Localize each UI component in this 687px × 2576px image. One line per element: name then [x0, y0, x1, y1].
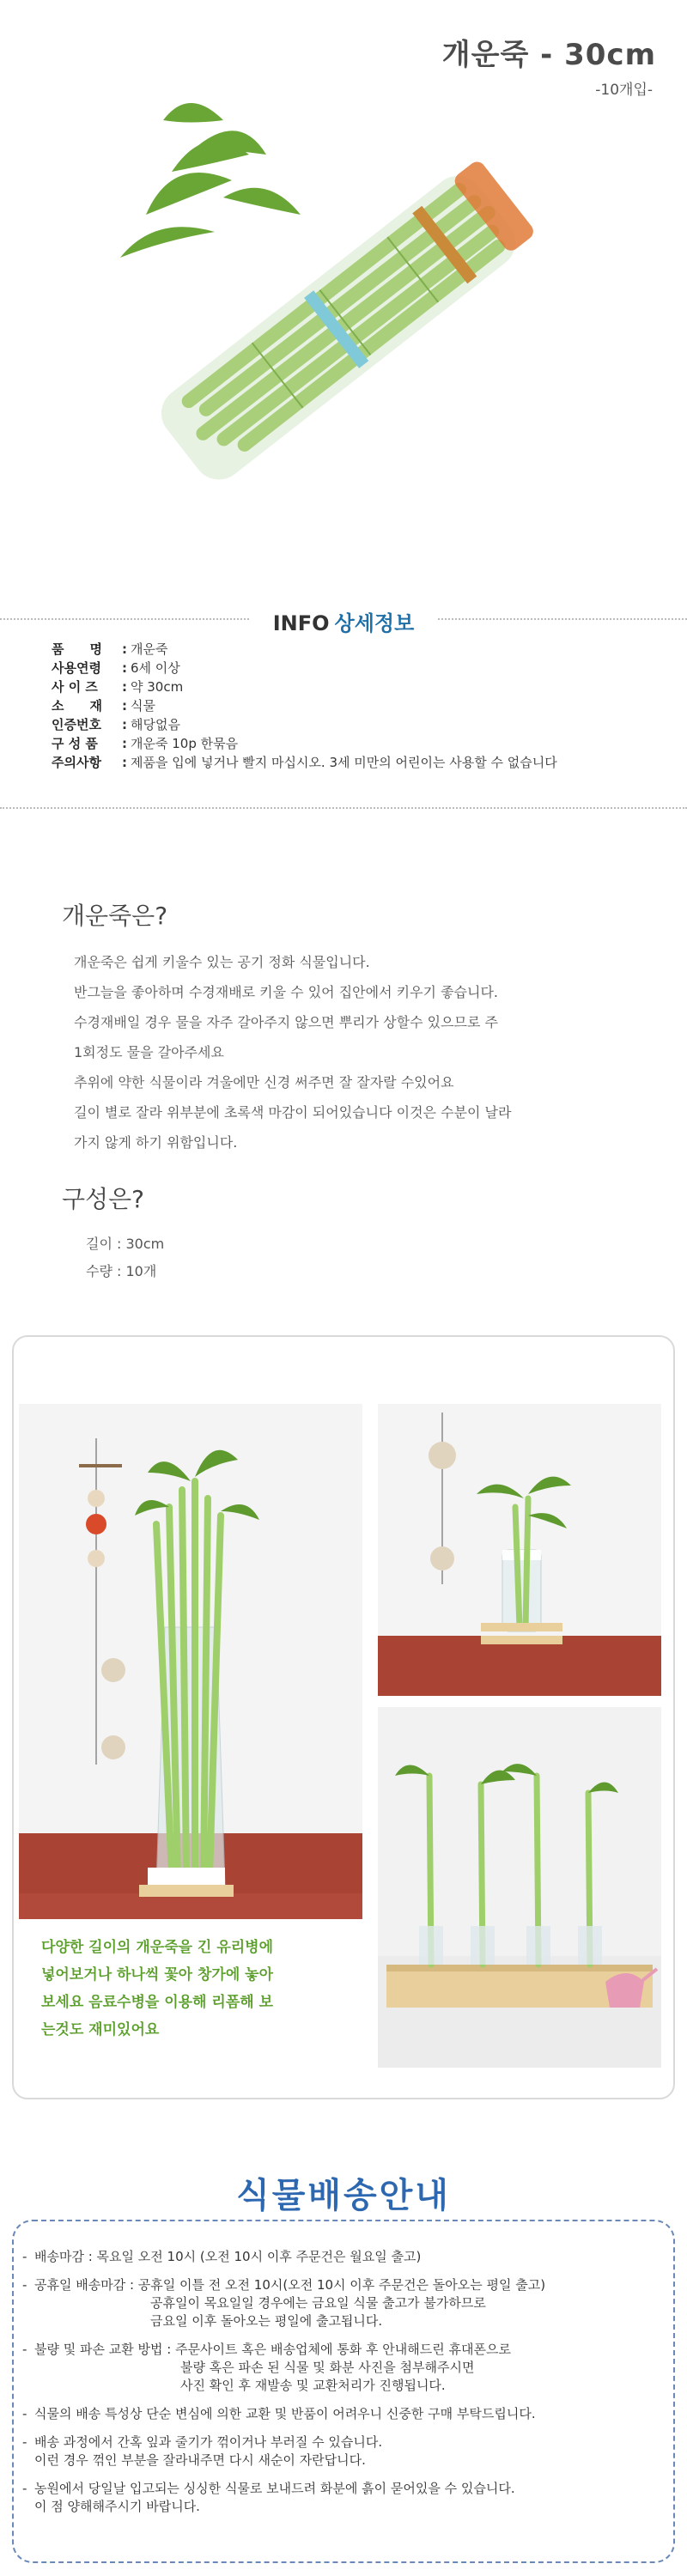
shipping-title: 식물배송안내	[236, 2176, 451, 2215]
info-title-ko: 상세정보	[334, 611, 415, 635]
about-line: 1회정도 물을 갈아주세요	[74, 1044, 224, 1060]
shipping-line: 농원에서 당일날 입고되는 싱싱한 식물로 보내드려 화분에 흙이 묻어있을 수 있습니다.	[34, 2481, 515, 2496]
shipping-item-text	[34, 2433, 382, 2470]
bamboo-in-tall-vase-photo	[19, 1404, 362, 1919]
caption-line: 넣어보거나 하나씩 꽃아 창가에 놓아	[41, 1966, 274, 1984]
spec-value: 개운죽 10p 한묶음	[131, 736, 239, 751]
lucky-bamboo-bundle-photo	[69, 69, 601, 567]
shipping-line: 사진 확인 후 재발송 및 교환처리가 진행됩니다.	[180, 2378, 446, 2393]
spec-value: 개운죽	[131, 641, 168, 657]
shipping-item-text	[34, 2480, 515, 2516]
caption-line: 보세요 음료수병을 이용해 리폼해 보	[41, 1994, 274, 2011]
shipping-item-text	[34, 2248, 421, 2266]
shipping-item	[22, 2405, 666, 2423]
composition-length: 길이 : 30cm	[86, 1236, 165, 1252]
spec-key: 품 명	[52, 641, 102, 657]
spec-colon: :	[122, 755, 127, 770]
spec-row	[52, 677, 653, 696]
info-header	[0, 601, 687, 635]
spec-key: 사용연령	[52, 660, 101, 676]
about-section	[62, 897, 646, 1157]
about-line: 개운죽은 쉽게 키울수 있는 공기 정화 식물입니다.	[74, 954, 370, 970]
shipping-line: 금요일 이후 돌아오는 평일에 출고됩니다.	[150, 2313, 383, 2329]
shipping-item	[22, 2480, 666, 2516]
composition-quantity: 수량 : 10개	[86, 1263, 157, 1279]
spec-colon: :	[122, 736, 127, 751]
bullet-dash: -	[22, 2406, 27, 2421]
shipping-list	[22, 2248, 666, 2526]
spec-row	[52, 753, 653, 772]
caption-line: 다양한 길이의 개운죽을 긴 유리병에	[41, 1939, 274, 1956]
spec-colon: :	[122, 660, 127, 676]
shipping-line: 불량 및 파손 교환 방법 : 주문사이트 혹은 배송업체에 통화 후 안내해드린 휴대폰으로	[34, 2342, 511, 2357]
spec-key: 소 재	[52, 698, 102, 714]
product-quantity-subtitle: -10개입-	[595, 82, 653, 99]
bullet-dash: -	[22, 2434, 27, 2450]
shipping-item	[22, 2433, 666, 2470]
shipping-item-text	[34, 2276, 545, 2330]
bullet-dash: -	[22, 2249, 27, 2264]
shipping-line: 배송마감 : 목요일 오전 10시 (오전 10시 이후 주문건은 월요일 출고)	[34, 2249, 422, 2264]
spec-key: 사 이 즈	[52, 679, 98, 695]
info-title	[0, 606, 687, 636]
spec-key: 인증번호	[52, 717, 101, 732]
spec-row	[52, 715, 653, 734]
composition-section	[62, 1181, 646, 1285]
bullet-dash: -	[22, 2342, 27, 2357]
about-line: 추위에 약한 식물이라 겨울에만 신경 써주면 잘 잘자랄 수있어요	[74, 1074, 454, 1091]
about-line: 길이 별로 잘라 위부분에 초록색 마감이 되어있습니다 이것은 수분이 날라	[74, 1104, 512, 1121]
gallery-caption	[41, 1934, 350, 2044]
shipping-item-text	[34, 2341, 511, 2395]
bullet-dash: -	[22, 2277, 27, 2293]
about-line: 반그늘을 좋아하며 수경재배로 키울 수 있어 집안에서 키우기 좋습니다.	[74, 984, 498, 1000]
spec-value: 식물	[131, 698, 155, 714]
product-title: 개운죽 - 30cm	[441, 38, 656, 72]
spec-row	[52, 640, 653, 659]
shipping-line: 공휴일 배송마감 : 공휴일 이틀 전 오전 10시(오전 10시 이후 주문건은 돌아오는 평일 출고)	[34, 2277, 546, 2293]
spec-colon: :	[122, 698, 127, 714]
about-text	[62, 947, 646, 1157]
spec-value: 6세 이상	[131, 660, 180, 676]
shipping-line: 공휴일이 목요일일 경우에는 금요일 식물 출고가 불가하므로	[150, 2295, 486, 2311]
spec-key: 주의사항	[52, 755, 101, 770]
shipping-item-text	[34, 2405, 536, 2423]
spec-colon: :	[122, 641, 127, 657]
about-heading: 개운죽은?	[62, 902, 168, 930]
caption-line: 는것도 재미있어요	[41, 2021, 160, 2038]
bamboo-in-test-tubes-photo	[378, 1707, 661, 2068]
bullet-dash: -	[22, 2481, 27, 2496]
spec-value: 제품을 입에 넣거나 빨지 마십시오. 3세 미만의 어린이는 사용할 수 없습니다	[131, 755, 557, 770]
info-title-en: INFO	[272, 611, 330, 635]
shipping-line: 이 점 양해해주시기 바랍니다.	[34, 2499, 200, 2514]
shipping-line: 불량 혹은 파손 된 식물 및 화분 사진을 첨부해주시면	[180, 2360, 475, 2375]
spec-colon: :	[122, 717, 127, 732]
bamboo-in-jar-photo	[378, 1404, 661, 1696]
spec-key: 구 성 품	[52, 736, 98, 751]
spec-row	[52, 659, 653, 677]
shipping-item	[22, 2341, 666, 2395]
spec-table	[52, 640, 653, 772]
divider	[0, 807, 687, 809]
spec-value: 약 30cm	[131, 679, 184, 695]
shipping-line: 식물의 배송 특성상 단순 변심에 의한 교환 및 반품이 어려우니 신중한 구매 부탁드립니다.	[34, 2406, 536, 2421]
composition-heading: 구성은?	[62, 1185, 145, 1213]
spec-row	[52, 734, 653, 753]
spec-value: 해당없음	[131, 717, 180, 732]
shipping-item	[22, 2276, 666, 2330]
shipping-item	[22, 2248, 666, 2266]
about-line: 가지 않게 하기 위함입니다.	[74, 1134, 238, 1151]
spec-row	[52, 696, 653, 715]
spec-colon: :	[122, 679, 127, 695]
hero-section	[0, 0, 687, 584]
about-line: 수경재배일 경우 물을 자주 갈아주지 않으면 뿌리가 상할수 있으므로 주	[74, 1014, 498, 1030]
shipping-line: 배송 과정에서 간혹 잎과 줄기가 꺾이거나 부러질 수 있습니다.	[34, 2434, 383, 2450]
shipping-line: 이런 경우 꺾인 부분을 잘라내주면 다시 새순이 자란답니다.	[34, 2452, 366, 2468]
